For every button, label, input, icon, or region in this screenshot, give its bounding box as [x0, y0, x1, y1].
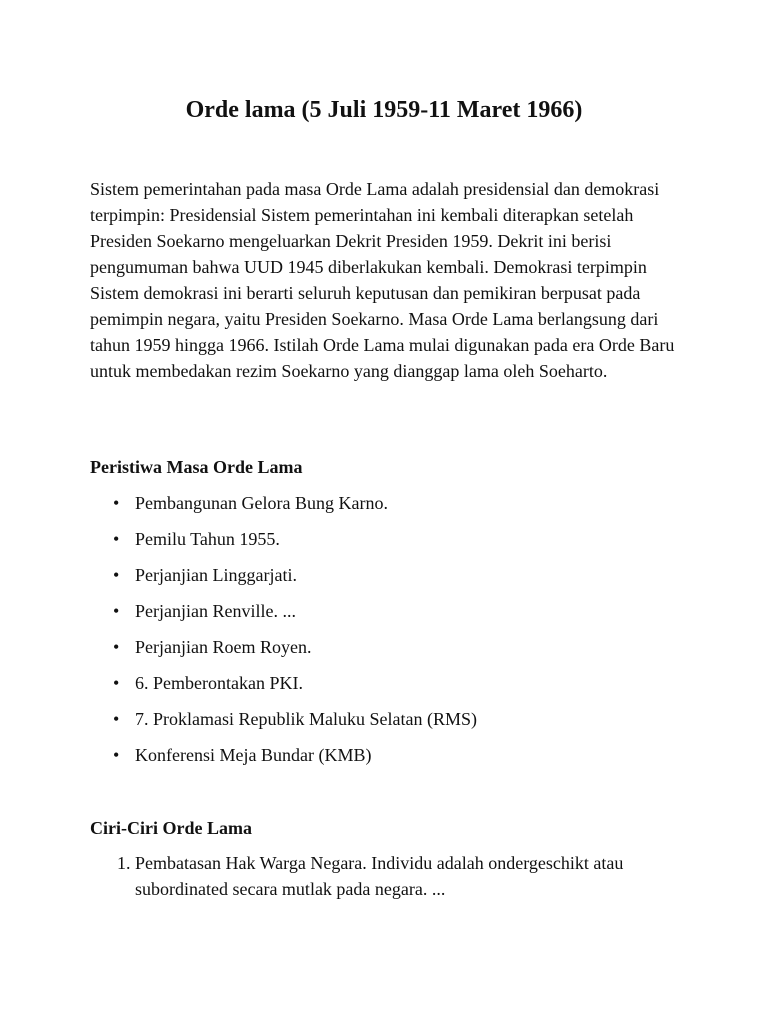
bullet-icon: •: [113, 637, 120, 657]
list-item: [90, 490, 690, 526]
page-title: Orde lama (5 Juli 1959-11 Maret 1966): [185, 97, 583, 123]
intro-paragraph: Sistem pemerintahan pada masa Orde Lama adalah presidensial dan demokrasi terpimpin: Presidensial Sistem pemerintahan ini kembali diterapkan setelah Presiden Soekarno mengeluarkan Dekrit Presiden 1959. Dekrit ini berisi pengumuman bahwa UUD 1945 diberlakukan kembali. Demokrasi terpimpin Sistem demokrasi ini berarti seluruh keputusan dan pemikiran berpusat pada pemimpin negara, yaitu Presiden Soekarno. Masa Orde Lama berlangsung dari tahun 1959 hingga 1966. Istilah Orde Lama mulai digunakan pada era Orde Baru untuk membedakan rezim Soekarno yang dianggap lama oleh Soeharto.: [90, 179, 675, 381]
list-item: [90, 634, 690, 670]
list-item: [90, 670, 690, 706]
bullet-icon: •: [113, 529, 120, 549]
bullet-icon: •: [113, 673, 120, 693]
list-item: [90, 526, 690, 562]
list-item-text: Konferensi Meja Bundar (KMB): [135, 745, 372, 765]
list-item-text: Pemilu Tahun 1955.: [135, 529, 280, 549]
traits-list: [90, 850, 670, 902]
bullet-icon: •: [113, 493, 120, 513]
list-item: [90, 850, 670, 902]
list-item-text: 7. Proklamasi Republik Maluku Selatan (RMS): [135, 709, 477, 729]
list-item: [90, 706, 690, 742]
list-item: [90, 562, 690, 598]
list-item-text: Perjanjian Renville. ...: [135, 601, 296, 621]
bullet-icon: •: [113, 565, 120, 585]
list-item: [90, 742, 690, 778]
list-item: [90, 598, 690, 634]
events-list: [90, 490, 690, 778]
list-item-text: Perjanjian Linggarjati.: [135, 565, 297, 585]
traits-heading: Ciri-Ciri Orde Lama: [90, 818, 252, 838]
bullet-icon: •: [113, 601, 120, 621]
list-item-text: Pembatasan Hak Warga Negara. Individu adalah ondergeschikt atau subordinated secara mutlak pada negara. ...: [135, 853, 624, 899]
bullet-icon: •: [113, 709, 120, 729]
list-item-text: 6. Pemberontakan PKI.: [135, 673, 303, 693]
events-heading: Peristiwa Masa Orde Lama: [90, 457, 303, 477]
list-item-number: 1.: [117, 853, 131, 873]
list-item-text: Pembangunan Gelora Bung Karno.: [135, 493, 388, 513]
bullet-icon: •: [113, 745, 120, 765]
list-item-text: Perjanjian Roem Royen.: [135, 637, 312, 657]
